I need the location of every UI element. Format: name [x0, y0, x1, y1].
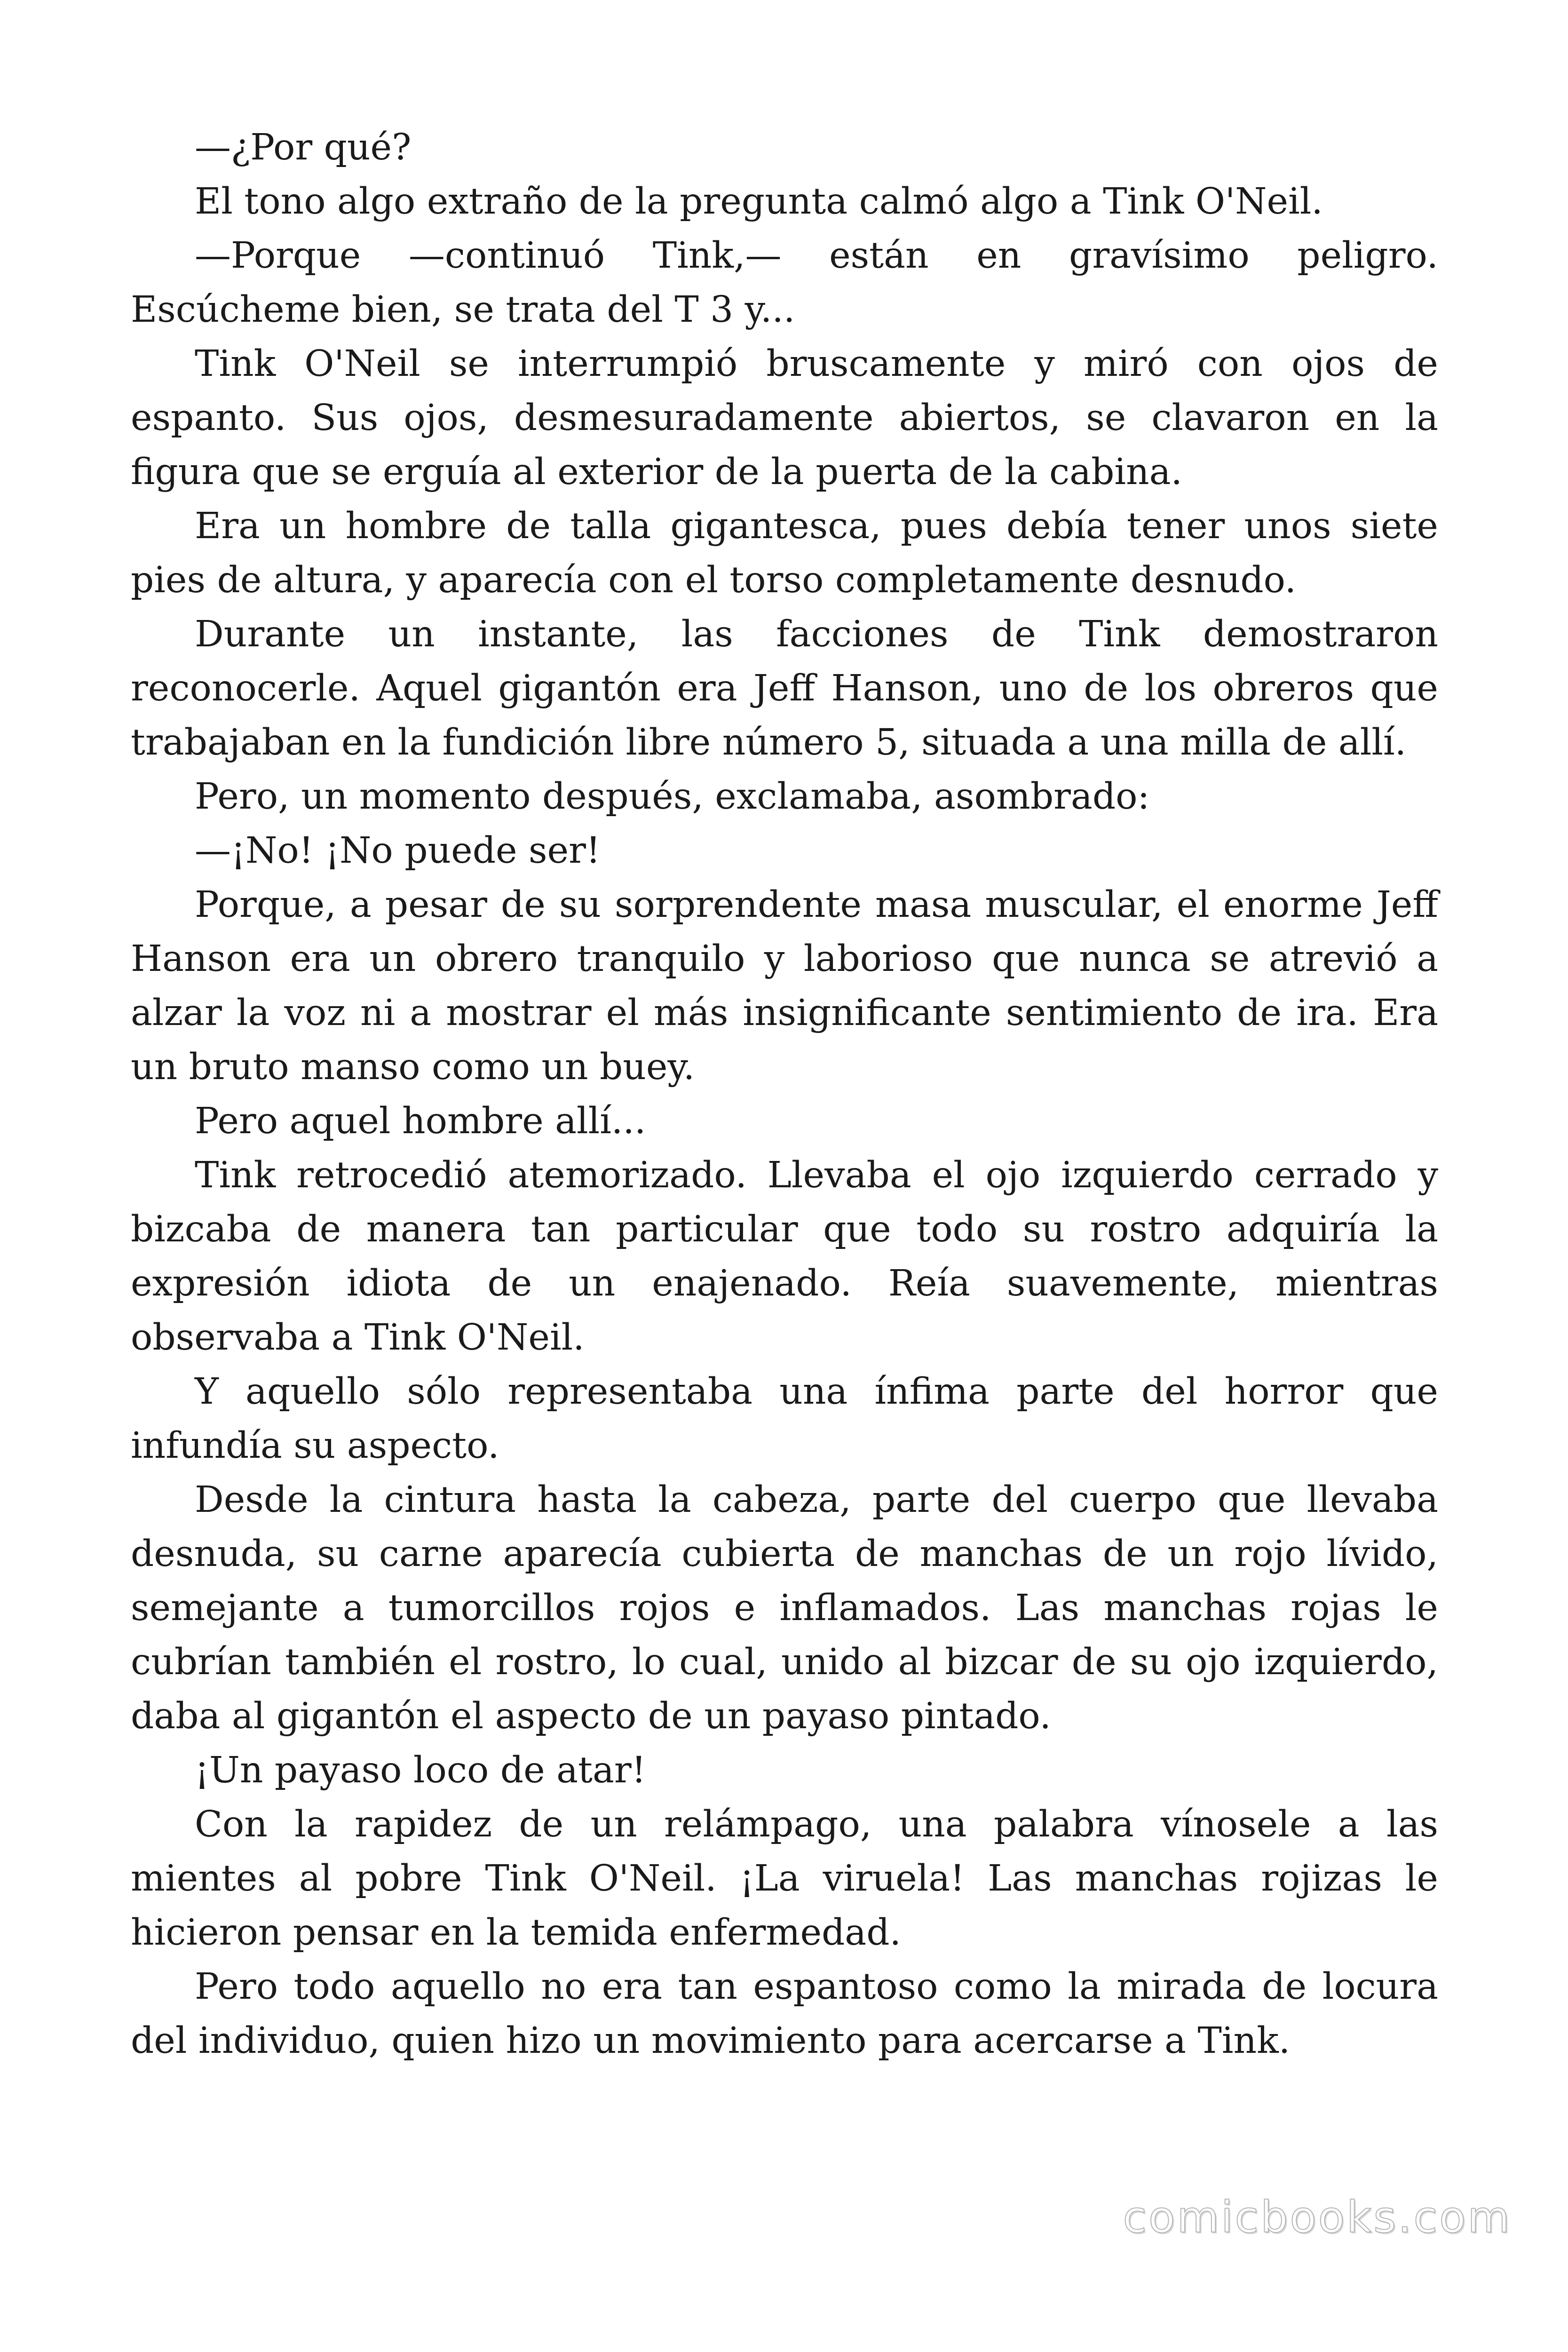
paragraph: Pero, un momento después, exclamaba, asombrado: — [195, 776, 1150, 818]
paragraph: Era un hombre de talla gigantesca, pues debía tener unos siete pies de altura, y aparecía con el torso completamente desnudo. — [131, 505, 1438, 601]
paragraph: Tink retrocedió atemorizado. Llevaba el ojo izquierdo cerrado y bizcaba de manera tan particular que todo su rostro adquiría la expresión idiota de un enajenado. Reía suavemente, mientras observaba a Tink O'Neil. — [131, 1154, 1438, 1359]
paragraph: Pero aquel hombre allí... — [195, 1100, 646, 1142]
paragraph: Desde la cintura hasta la cabeza, parte del cuerpo que llevaba desnuda, su carne aparecía cubierta de manchas de un rojo lívido, semejante a tumorcillos rojos e inflamados. Las manchas rojas le cubrían también el rostro, lo cual, unido al bizcar de su ojo izquierdo, daba al gigantón el aspecto de un payaso pintado. — [131, 1479, 1438, 1737]
paragraph: —Porque —continuó Tink,— están en gravísimo peligro. Escúcheme bien, se trata del T 3 y... — [131, 235, 1438, 331]
paragraph: ¡Un payaso loco de atar! — [195, 1749, 646, 1791]
paragraph: Porque, a pesar de su sorprendente masa muscular, el enorme Jeff Hanson era un obrero tranquilo y laborioso que nunca se atrevió a alzar la voz ni a mostrar el más insignificante sentimiento de ira. Era un bruto manso como un buey. — [131, 884, 1438, 1088]
body-text — [131, 120, 1438, 2068]
watermark-logo: comicbooks.com — [1123, 2192, 1512, 2242]
paragraph: Pero todo aquello no era tan espantoso como la mirada de locura del individuo, quien hizo un movimiento para acercarse a Tink. — [131, 1966, 1438, 2062]
paragraph: —¿Por qué? — [195, 127, 412, 168]
paragraph: Y aquello sólo representaba una ínfima parte del horror que infundía su aspecto. — [131, 1371, 1438, 1467]
paragraph: —¡No! ¡No puede ser! — [195, 830, 601, 872]
paragraph: El tono algo extraño de la pregunta calmó algo a Tink O'Neil. — [195, 181, 1323, 222]
paragraph: Con la rapidez de un relámpago, una palabra vínosele a las mientes al pobre Tink O'Neil. ¡La viruela! Las manchas rojizas le hicieron pensar en la temida enfermedad. — [131, 1804, 1438, 1954]
paragraph: Tink O'Neil se interrumpió bruscamente y miró con ojos de espanto. Sus ojos, desmesuradamente abiertos, se clavaron en la figura que se erguía al exterior de la puerta de la cabina. — [131, 343, 1438, 493]
paragraph: Durante un instante, las facciones de Tink demostraron reconocerle. Aquel gigantón era Jeff Hanson, uno de los obreros que trabajaban en la fundición libre número 5, situada a una milla de allí. — [131, 613, 1438, 763]
